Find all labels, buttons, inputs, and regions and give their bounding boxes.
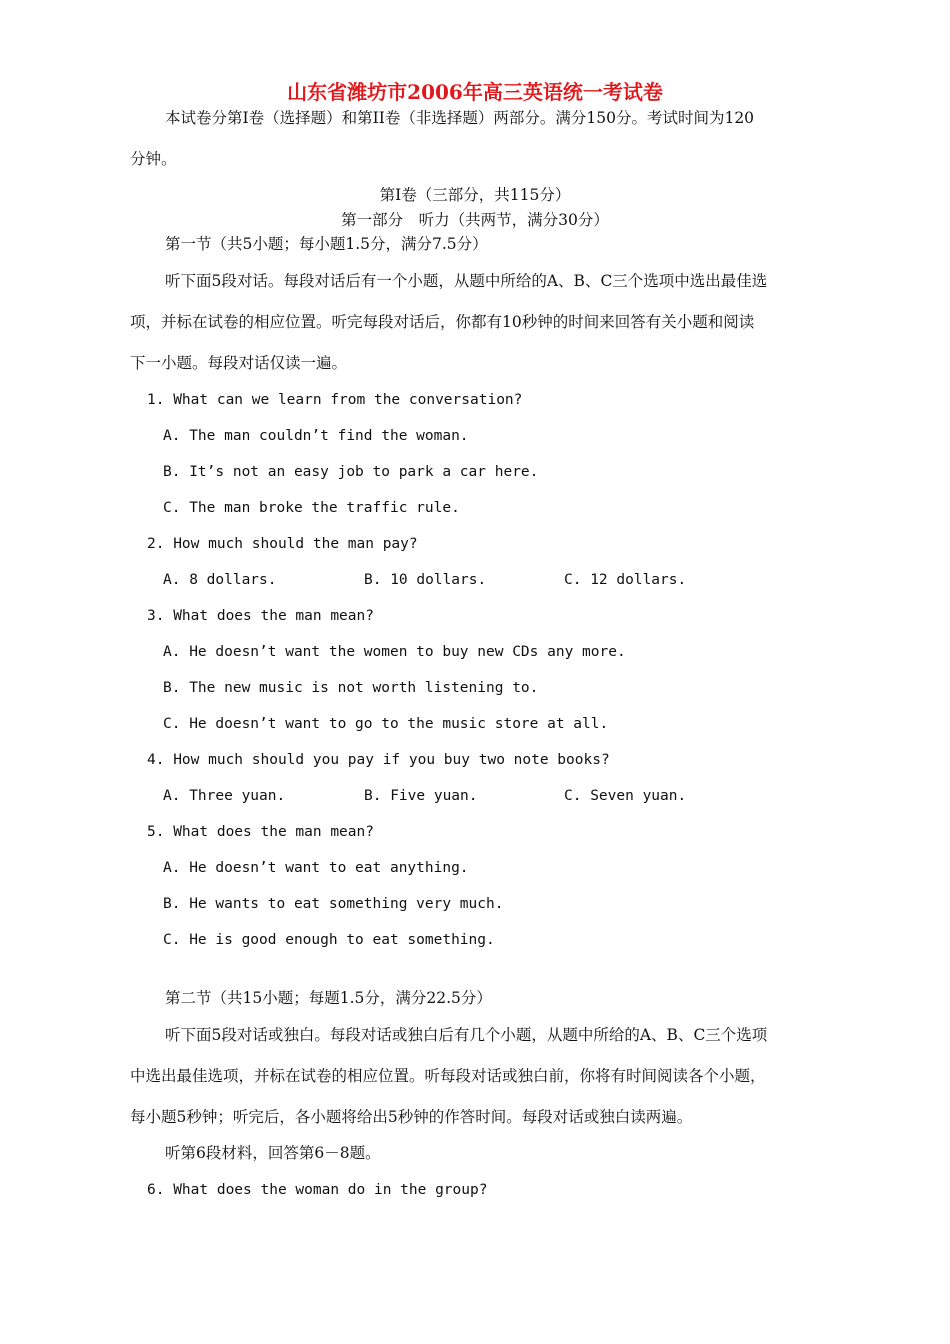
volume1-heading: 第Ⅰ卷（三部分，共115分） [379,186,571,204]
question-4-option-b: B. Five yuan. [364,788,478,804]
question-4-stem: 4. How much should you pay if you buy two note books? [147,752,610,768]
section1-heading: 第一节（共5小题；每小题1.5分，满分7.5分） [165,235,488,253]
question-5-option-b: B. He wants to eat something very much. [163,896,504,912]
material-6-label: 听第6段材料，回答第6－8题。 [165,1144,381,1162]
intro-line-2: 分钟。 [130,150,177,168]
section2-instruction-line: 每小题5秒钟；听完后，各小题将给出5秒钟的作答时间。每段对话或独白读两遍。 [130,1108,693,1126]
question-3-option-c: C. He doesn’t want to go to the music store at all. [163,716,609,732]
question-6-stem: 6. What does the woman do in the group? [147,1182,488,1198]
question-2-option-b: B. 10 dollars. [364,572,487,588]
question-3-option-a: A. He doesn’t want the women to buy new CDs any more. [163,644,626,660]
question-5-stem: 5. What does the man mean? [147,824,374,840]
question-4-option-a: A. Three yuan. [163,788,286,804]
question-1-option-c: C. The man broke the traffic rule. [163,500,460,516]
exam-title: 山东省潍坊市2006年高三英语统一考试卷 [287,80,663,104]
section2-instruction-line: 听下面5段对话或独白。每段对话或独白后有几个小题，从题中所给的A、B、C三个选项 [165,1026,768,1044]
question-1-option-a: A. The man couldn’t find the woman. [163,428,469,444]
intro-line-1: 本试卷分第Ⅰ卷（选择题）和第II卷（非选择题）两部分。满分150分。考试时间为120 [165,109,755,127]
question-2-stem: 2. How much should the man pay? [147,536,418,552]
section1-instruction-line: 听下面5段对话。每段对话后有一个小题，从题中所给的A、B、C三个选项中选出最佳选 [165,272,768,290]
part1-heading: 第一部分 听力（共两节，满分30分） [341,211,609,229]
section1-instruction-line: 项，并标在试卷的相应位置。听完每段对话后，你都有10秒钟的时间来回答有关小题和阅读 [130,313,755,331]
section2-heading: 第二节（共15小题；每题1.5分，满分22.5分） [165,989,492,1007]
question-3-option-b: B. The new music is not worth listening to. [163,680,539,696]
question-2-option-a: A. 8 dollars. [163,572,277,588]
question-5-option-c: C. He is good enough to eat something. [163,932,495,948]
question-1-option-b: B. It’s not an easy job to park a car here. [163,464,539,480]
question-3-stem: 3. What does the man mean? [147,608,374,624]
question-1-stem: 1. What can we learn from the conversation? [147,392,523,408]
question-5-option-a: A. He doesn’t want to eat anything. [163,860,469,876]
question-4-option-c: C. Seven yuan. [564,788,687,804]
section2-instruction-line: 中选出最佳选项，并标在试卷的相应位置。听每段对话或独白前，你将有时间阅读各个小题， [130,1067,766,1085]
question-2-option-c: C. 12 dollars. [564,572,687,588]
section1-instruction-line: 下一小题。每段对话仅读一遍。 [130,354,348,372]
